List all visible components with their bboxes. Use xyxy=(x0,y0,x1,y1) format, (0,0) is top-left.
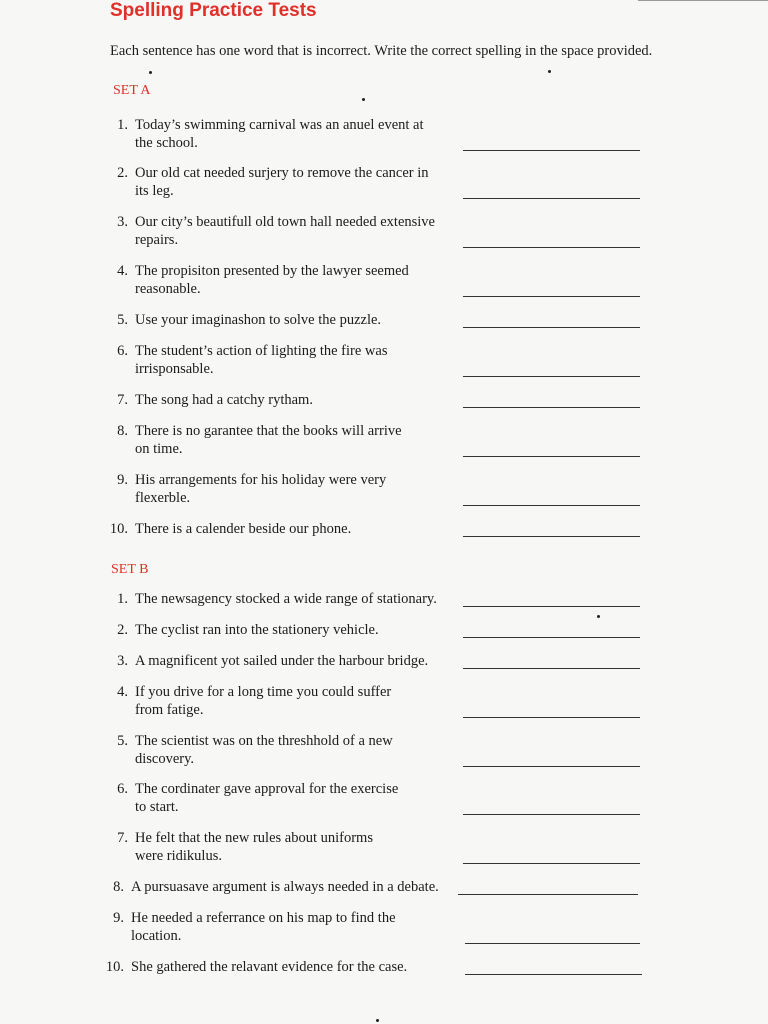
question-text xyxy=(135,391,313,409)
answer-line[interactable] xyxy=(463,456,640,457)
question-number: 2. xyxy=(117,165,128,181)
question-item xyxy=(106,732,393,768)
question-item xyxy=(108,164,429,200)
question-text-line: His arrangements for his holiday were very xyxy=(135,472,387,488)
question-text xyxy=(135,213,435,249)
question-text xyxy=(135,652,428,670)
question-text-line: location. xyxy=(131,928,182,944)
question-number: 1. xyxy=(117,591,128,607)
question-text-line: The propisiton presented by the lawyer seemed xyxy=(135,263,409,279)
question-text-line: He felt that the new rules about uniforms xyxy=(135,830,373,846)
question-text-line: flexerble. xyxy=(135,490,191,506)
question-text-line: Use your imaginashon to solve the puzzle. xyxy=(135,312,382,328)
scan-speck xyxy=(597,615,600,618)
question-number: 10. xyxy=(105,959,124,975)
question-item xyxy=(100,909,396,945)
set-a-heading: SET A xyxy=(113,83,151,98)
question-text-line: Our old cat needed surjery to remove the cancer in xyxy=(135,165,429,181)
question-item xyxy=(108,213,435,249)
question-text xyxy=(135,164,429,200)
question-text xyxy=(135,342,387,378)
answer-line[interactable] xyxy=(463,536,640,537)
question-text xyxy=(135,621,379,639)
question-number: 1. xyxy=(117,117,128,133)
question-text xyxy=(131,909,396,945)
answer-line[interactable] xyxy=(463,863,640,864)
answer-line[interactable] xyxy=(465,943,640,944)
question-text-line: repairs. xyxy=(135,232,179,248)
page-edge-line xyxy=(638,0,768,1)
answer-line[interactable] xyxy=(458,894,638,895)
question-text-line: There is no garantee that the books will arrive xyxy=(135,423,402,439)
question-text xyxy=(135,262,409,298)
answer-line[interactable] xyxy=(463,150,640,151)
question-item xyxy=(108,116,424,152)
answer-line[interactable] xyxy=(463,198,640,199)
question-item xyxy=(106,829,373,865)
question-text xyxy=(135,780,398,816)
question-text-line: Today’s swimming carnival was an anuel event at xyxy=(135,117,424,133)
question-number: 7. xyxy=(117,392,128,408)
question-number: 5. xyxy=(117,733,128,749)
answer-line[interactable] xyxy=(463,717,640,718)
answer-line[interactable] xyxy=(463,376,640,377)
question-item xyxy=(108,422,402,458)
question-number: 7. xyxy=(117,830,128,846)
answer-line[interactable] xyxy=(463,766,640,767)
answer-line[interactable] xyxy=(463,327,640,328)
question-text-line: on time. xyxy=(135,441,183,457)
page-title: Spelling Practice Tests xyxy=(110,0,317,21)
question-item xyxy=(106,780,398,816)
question-text-line: its leg. xyxy=(135,183,174,199)
question-text xyxy=(135,116,424,152)
question-text xyxy=(135,590,437,608)
answer-line[interactable] xyxy=(463,668,640,669)
instructions: Each sentence has one word that is incorrect. Write the correct spelling in the space provided. xyxy=(110,43,653,59)
question-number: 3. xyxy=(117,214,128,230)
question-text xyxy=(131,958,407,976)
question-item xyxy=(108,471,386,507)
question-item xyxy=(108,520,351,538)
question-text-line: The cordinater gave approval for the exercise xyxy=(135,781,399,797)
question-text-line: the school. xyxy=(135,135,198,151)
answer-line[interactable] xyxy=(463,637,640,638)
question-text-line: discovery. xyxy=(135,751,195,767)
question-item xyxy=(106,683,391,719)
question-text-line: irrisponsable. xyxy=(135,361,214,377)
question-text-line: She gathered the relavant evidence for the case. xyxy=(131,959,408,975)
question-number: 3. xyxy=(117,653,128,669)
answer-line[interactable] xyxy=(463,606,640,607)
question-item xyxy=(108,262,409,298)
question-number: 6. xyxy=(117,781,128,797)
scan-speck xyxy=(376,1019,379,1022)
question-text xyxy=(135,422,402,458)
question-item xyxy=(108,391,313,409)
question-text xyxy=(135,520,351,538)
scan-speck xyxy=(362,98,365,101)
question-text-line: The newsagency stocked a wide range of stationary. xyxy=(135,591,437,607)
question-text-line: The scientist was on the threshhold of a new xyxy=(135,733,393,749)
question-text-line: A pursuasave argument is always needed in a debate. xyxy=(131,879,439,895)
scan-speck xyxy=(548,70,551,73)
answer-line[interactable] xyxy=(463,505,640,506)
question-text-line: Our city’s beautifull old town hall needed extensive xyxy=(135,214,435,230)
question-number: 9. xyxy=(113,910,124,926)
scan-speck xyxy=(149,71,152,74)
question-text-line: were ridikulus. xyxy=(135,848,222,864)
question-number: 8. xyxy=(117,423,128,439)
question-number: 6. xyxy=(117,343,128,359)
question-item xyxy=(106,652,428,670)
question-number: 4. xyxy=(117,263,128,279)
question-text-line: The song had a catchy rytham. xyxy=(135,392,313,408)
question-text-line: The cyclist ran into the stationery vehicle. xyxy=(135,622,379,638)
question-text xyxy=(135,683,391,719)
answer-line[interactable] xyxy=(463,814,640,815)
question-item xyxy=(106,621,379,639)
question-number: 9. xyxy=(117,472,128,488)
question-text-line: If you drive for a long time you could suffer xyxy=(135,684,392,700)
question-text-line: There is a calender beside our phone. xyxy=(135,521,352,537)
question-number: 4. xyxy=(117,684,128,700)
question-text-line: The student’s action of lighting the fire was xyxy=(135,343,388,359)
question-number: 2. xyxy=(117,622,128,638)
question-item xyxy=(108,342,387,378)
question-text xyxy=(135,311,381,329)
question-number: 10. xyxy=(109,521,128,537)
question-text-line: to start. xyxy=(135,799,179,815)
question-item xyxy=(108,311,381,329)
question-text xyxy=(135,732,393,768)
question-text-line: from fatige. xyxy=(135,702,204,718)
question-text-line: reasonable. xyxy=(135,281,201,297)
question-text-line: A magnificent yot sailed under the harbour bridge. xyxy=(135,653,429,669)
answer-line[interactable] xyxy=(463,247,640,248)
question-item xyxy=(100,878,439,896)
answer-line[interactable] xyxy=(463,296,640,297)
question-text xyxy=(131,878,439,896)
answer-line[interactable] xyxy=(463,407,640,408)
question-text-line: He needed a referrance on his map to find the xyxy=(131,910,396,926)
question-text xyxy=(135,829,373,865)
answer-line[interactable] xyxy=(465,974,642,975)
question-item xyxy=(106,590,437,608)
question-item xyxy=(100,958,407,976)
question-number: 5. xyxy=(117,312,128,328)
set-b-heading: SET B xyxy=(111,562,149,577)
question-text xyxy=(135,471,386,507)
question-number: 8. xyxy=(113,879,124,895)
